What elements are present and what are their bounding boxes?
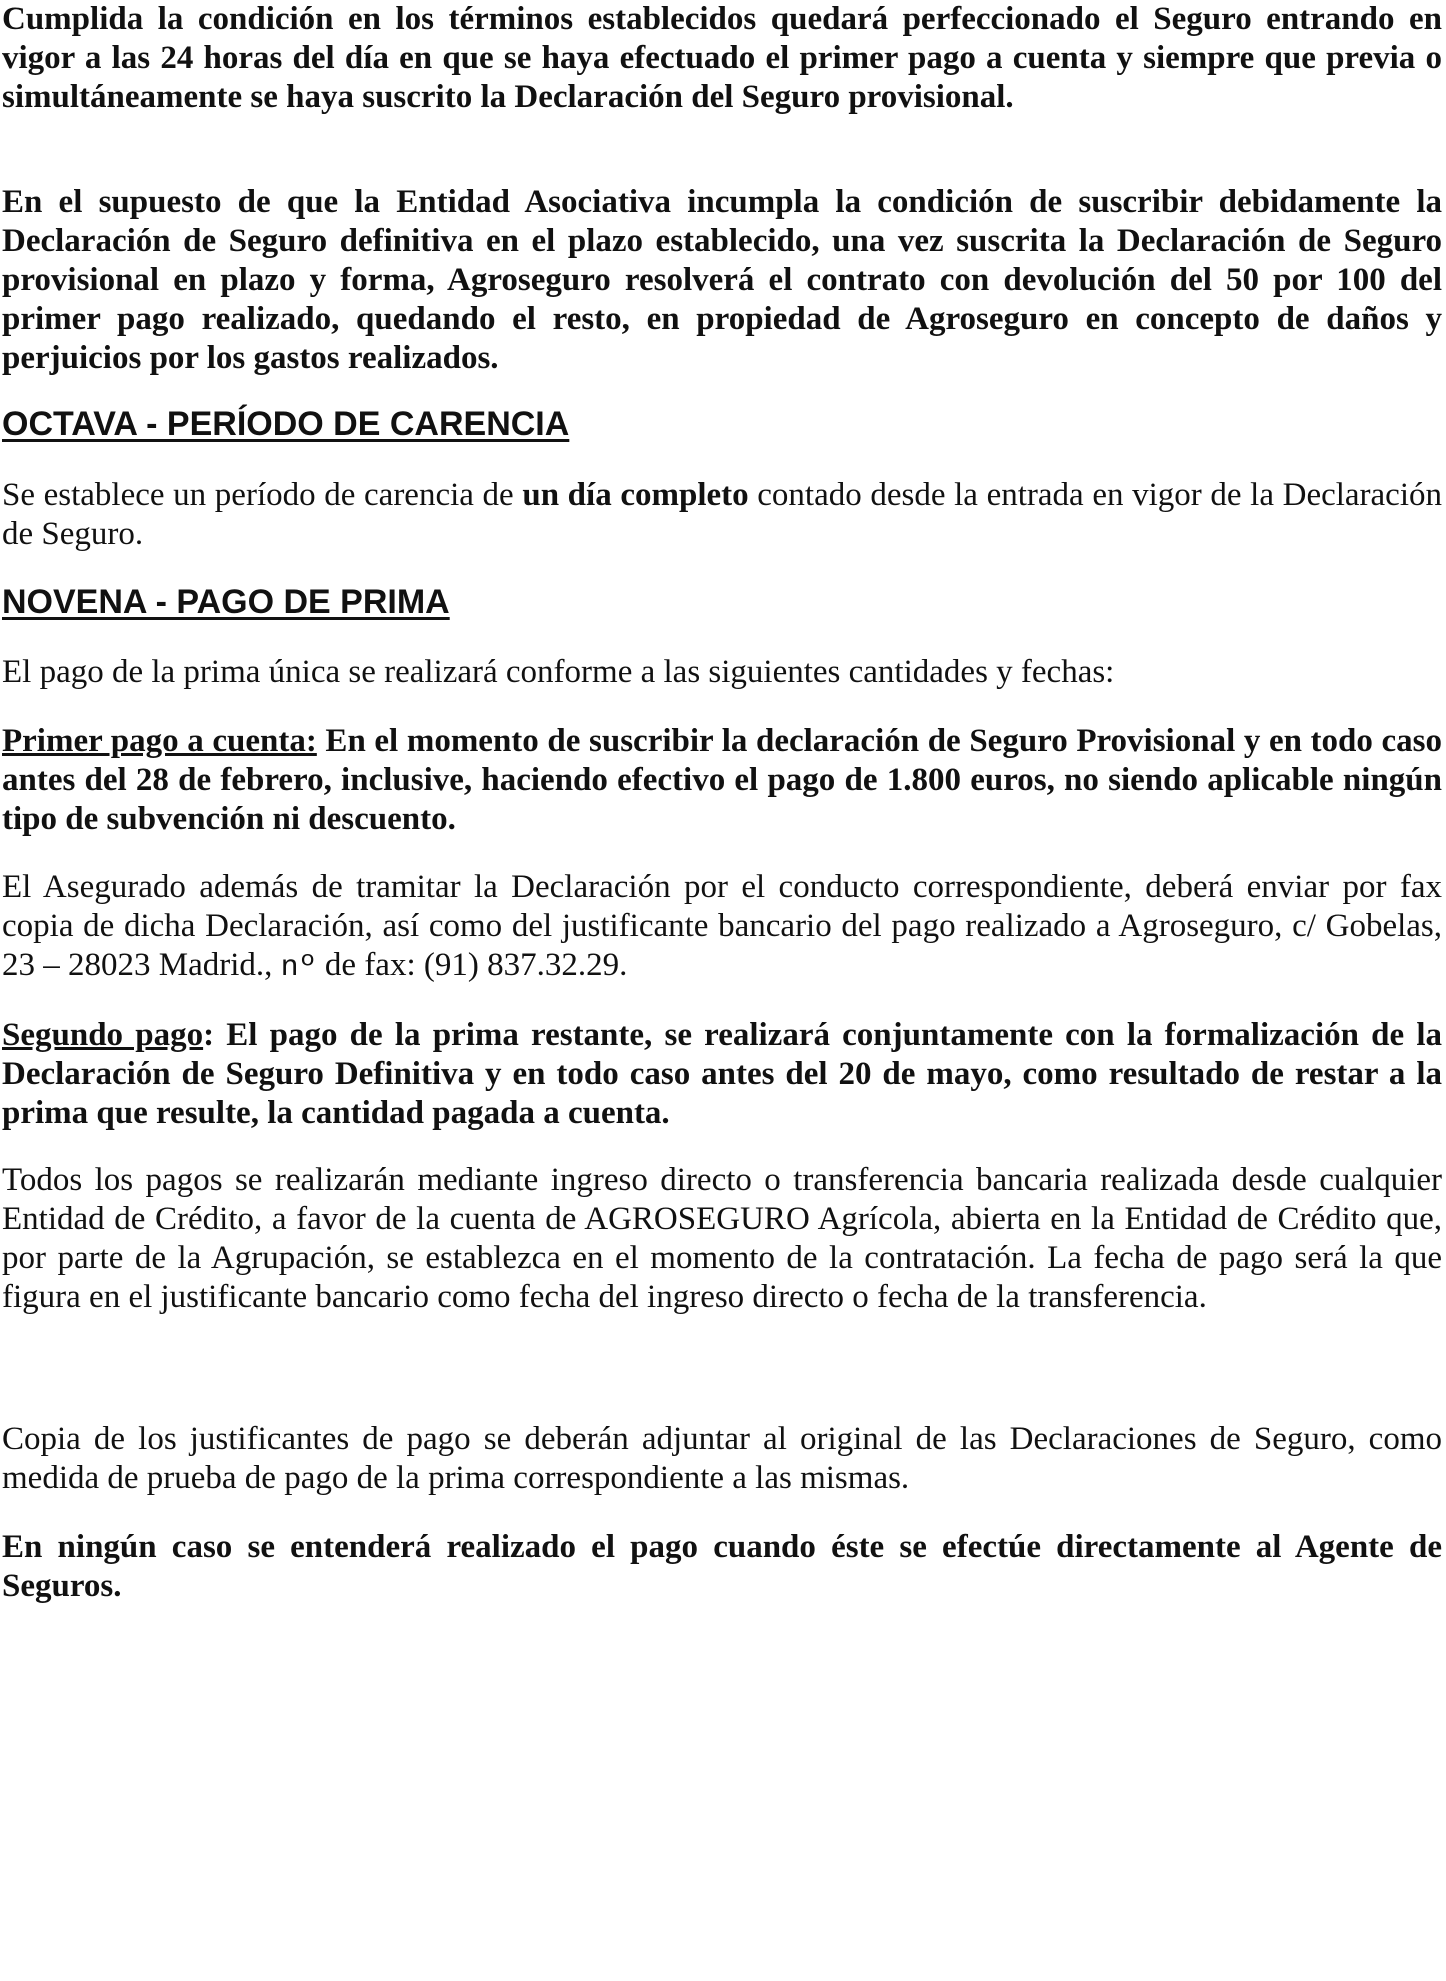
carencia-text-start: Se establece un período de carencia de: [2, 477, 523, 513]
carencia-bold: un día completo: [522, 477, 749, 513]
primer-pago-label: Primer pago a cuenta:: [2, 723, 317, 759]
fax-text-start: El Asegurado además de tramitar la Declaración por el conducto correspondiente, deberá enviar por fax copia de dicha Declaración, así como del justificante bancario del pago realizado a Agroseguro, c/ Gobelas, 23 – 28023 Madrid.,: [2, 869, 1442, 983]
paragraph-pago-prima-intro: El pago de la prima única se realizará conforme a las siguientes cantidades y fechas:: [2, 654, 1115, 690]
segundo-pago-text: : El pago de la prima restante, se realizará conjuntamente con la formalización de la Declaración de Seguro Definitiva y en todo caso antes del 20 de mayo, como resultado de restar a la prima que resulte, la cantidad pagada a cuenta.: [2, 1017, 1442, 1131]
carencia-text-end: contado desde la entrada en vigor de la Declaración de Seguro.: [2, 477, 1443, 552]
primer-pago-text: En el momento de suscribir la declaración de Seguro Provisional y en todo caso antes del 28 de febrero, inclusive, haciendo efectivo el pago de 1.800 euros, no siendo aplicable ningún tipo de subvención ni descuento.: [2, 723, 1442, 837]
paragraph-carencia: [2, 476, 1442, 554]
paragraph-primer-pago: [2, 722, 1442, 839]
paragraph-segundo-pago: [2, 1016, 1442, 1133]
paragraph-entrada-en-vigor: Cumplida la condición en los términos establecidos quedará perfeccionado el Seguro entrando en vigor a las 24 horas del día en que se haya efectuado el primer pago a cuenta y siempre que previa o simultáneamente se haya suscrito la Declaración del Seguro provisional.: [2, 1, 1442, 115]
heading-novena: NOVENA - PAGO DE PRIMA: [2, 583, 450, 621]
heading-octava: OCTAVA - PERÍODO DE CARENCIA: [2, 405, 570, 443]
segundo-pago-label: Segundo pago: [2, 1017, 204, 1053]
fax-number-abbrev: nº: [280, 951, 317, 985]
paragraph-envio-fax: [2, 868, 1442, 988]
paragraph-copia-justificantes: Copia de los justificantes de pago se deberán adjuntar al original de las Declaraciones de Seguro, como medida de prueba de pago de la prima correspondiente a las mismas.: [2, 1421, 1442, 1496]
paragraph-forma-de-pago: Todos los pagos se realizarán mediante ingreso directo o transferencia bancaria realizada desde cualquier Entidad de Crédito, a favor de la cuenta de AGROSEGURO Agrícola, abierta en la Entidad de Crédito que, por parte de la Agrupación, se establezca en el momento de la contratación. La fecha de pago será la que figura en el justificante bancario como fecha del ingreso directo o fecha de la transferencia.: [2, 1162, 1442, 1315]
paragraph-incumplimiento: En el supuesto de que la Entidad Asociativa incumpla la condición de suscribir debidamente la Declaración de Seguro definitiva en el plazo establecido, una vez suscrita la Declaración de Seguro provisional en plazo y forma, Agroseguro resolverá el contrato con devolución del 50 por 100 del primer pago realizado, quedando el resto, en propiedad de Agroseguro en concepto de daños y perjuicios por los gastos realizados.: [2, 184, 1442, 376]
paragraph-agente-seguros: En ningún caso se entenderá realizado el pago cuando éste se efectúe directamente al Agente de Seguros.: [2, 1529, 1442, 1604]
fax-text-end: de fax: (91) 837.32.29.: [316, 947, 628, 983]
